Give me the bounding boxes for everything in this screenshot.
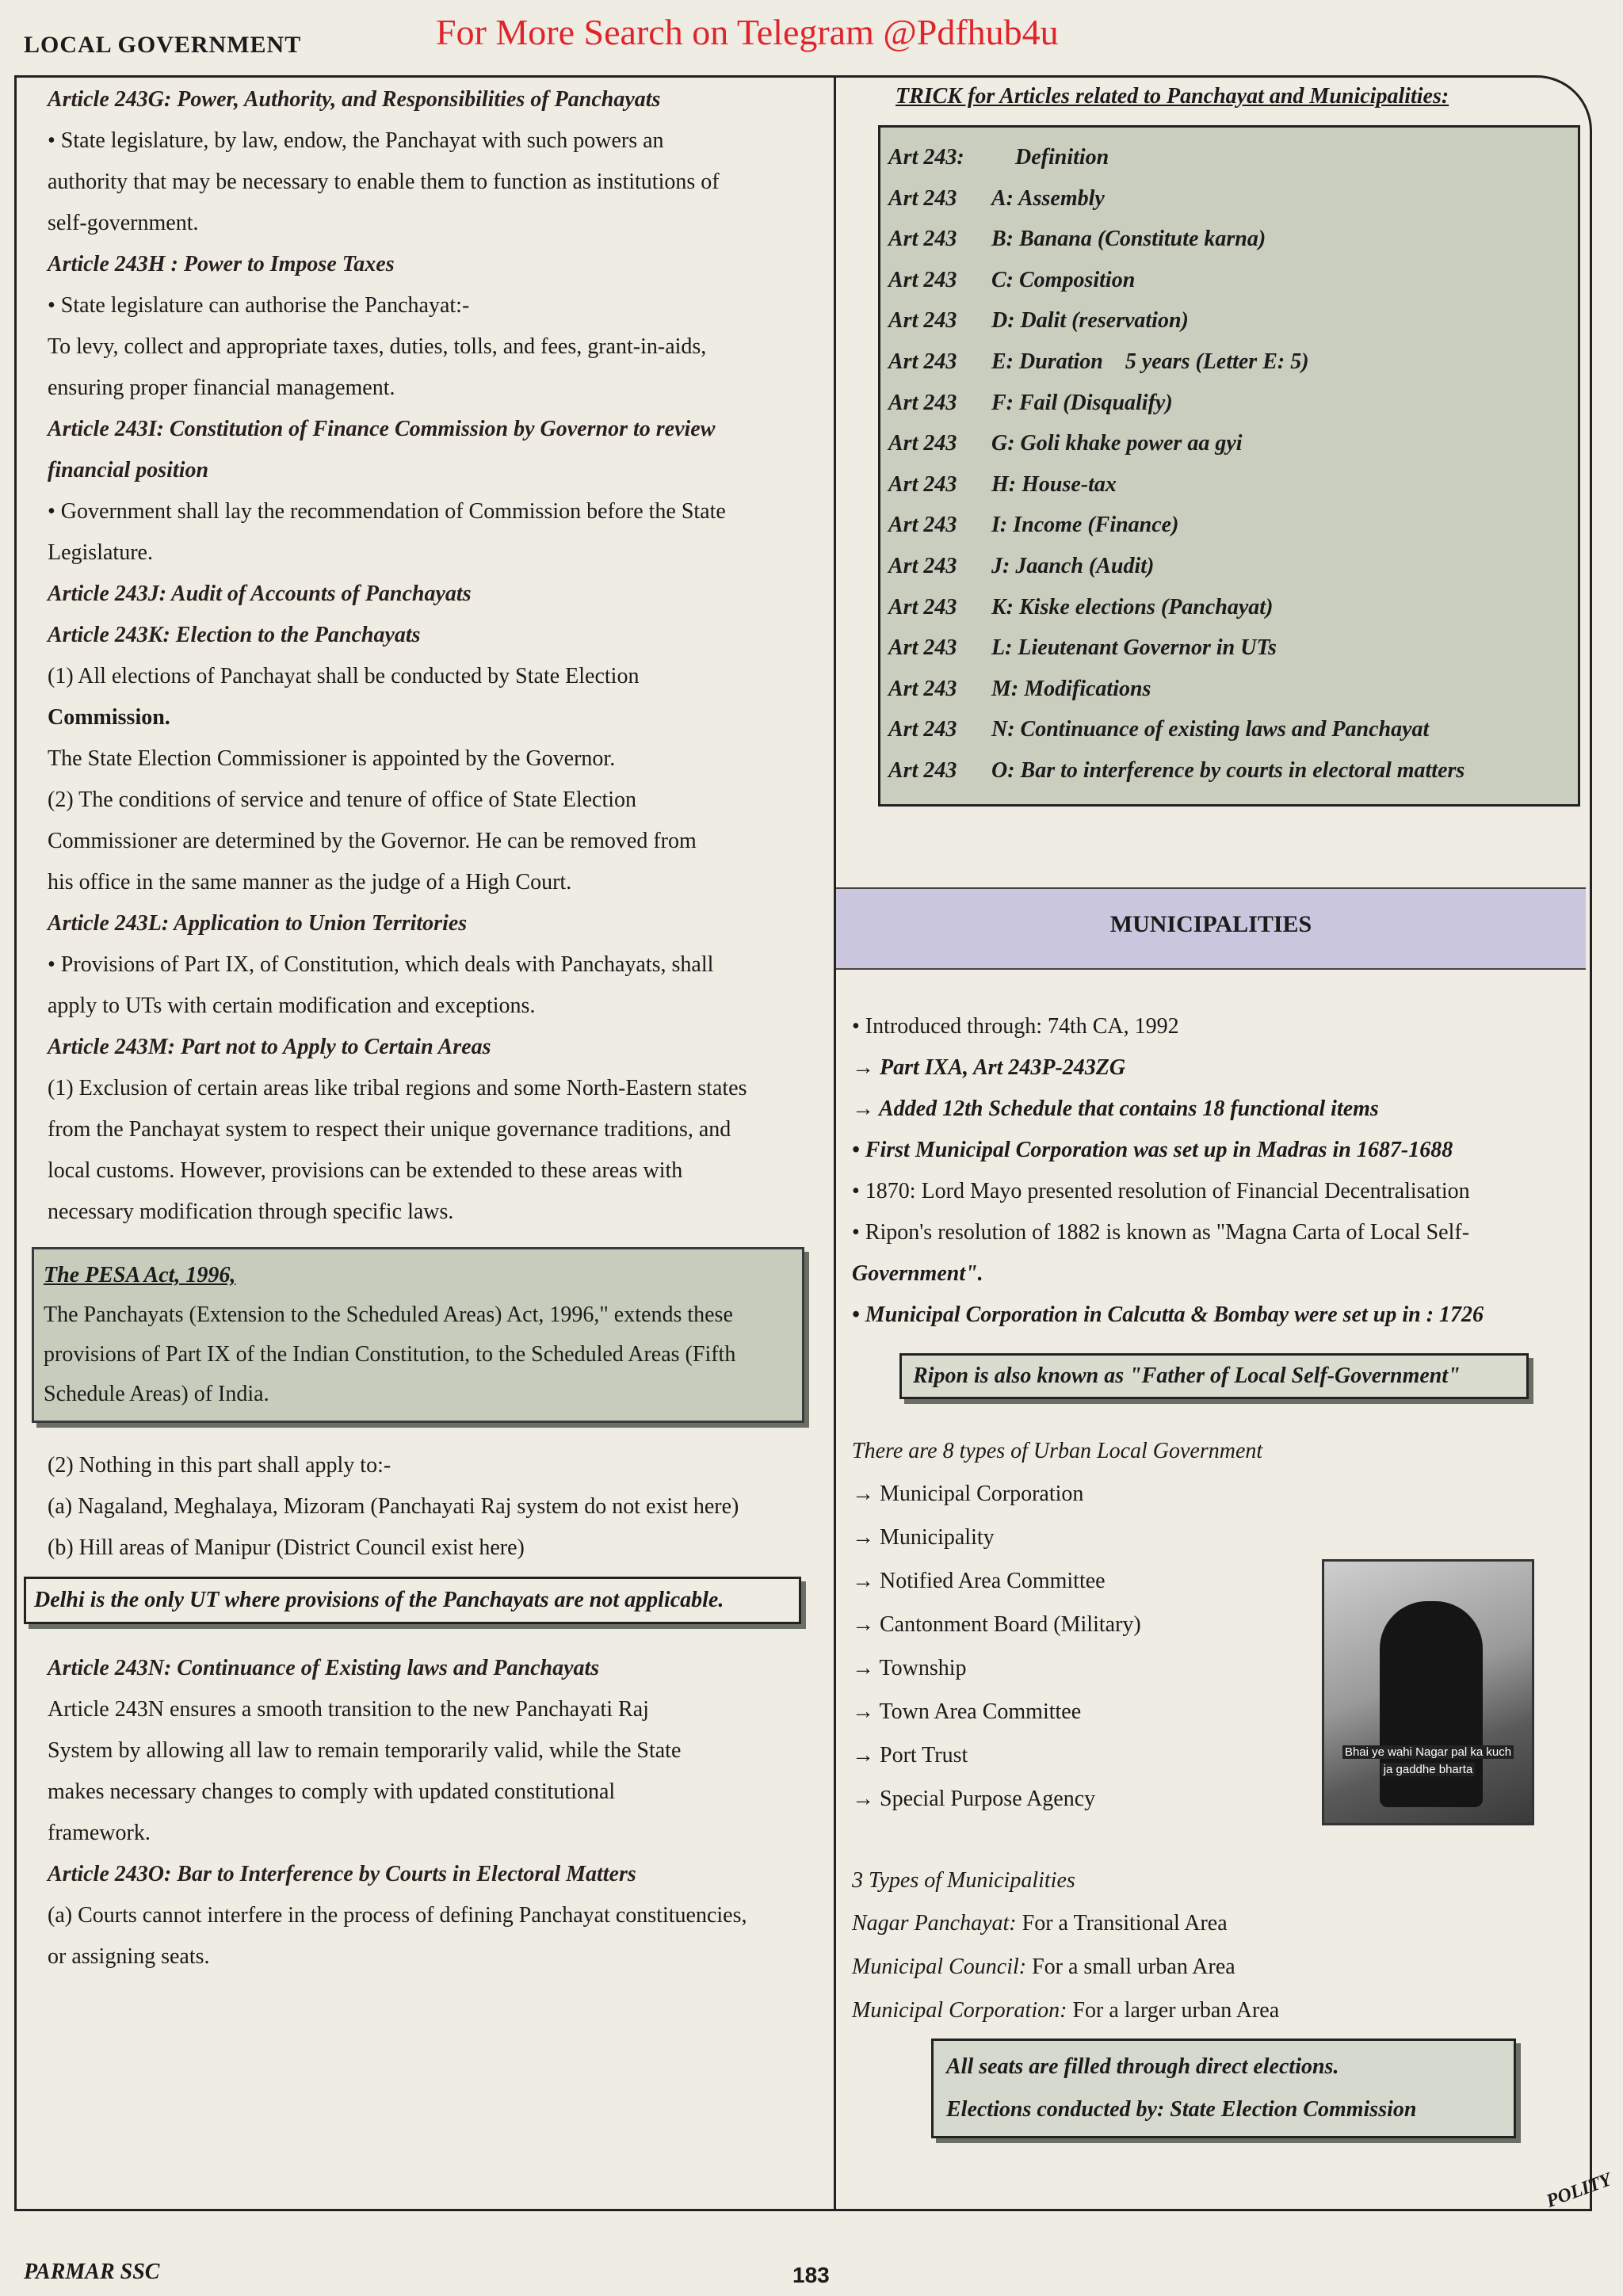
caption-line: Bhai ye wahi Nagar pal ka kuch — [1342, 1745, 1514, 1759]
text-line: (1) Exclusion of certain areas like tribal regions and some North-Eastern states — [48, 1076, 747, 1100]
trick-row — [888, 709, 1570, 750]
muni-point: • Introduced through: 74th CA, 1992 — [852, 1014, 1179, 1039]
text-line: framework. — [48, 1821, 151, 1845]
trick-art: Art 243 — [888, 431, 957, 456]
photo-caption — [1334, 1744, 1522, 1779]
type-text: For a small urban Area — [1026, 1955, 1235, 1979]
trick-art: Art 243 — [888, 594, 957, 620]
art243g-heading: Article 243G: Power, Authority, and Responsibilities of Panchayats — [48, 87, 661, 112]
trick-row — [888, 464, 1570, 505]
footer-publisher: PARMAR SSC — [24, 2260, 160, 2284]
pesa-box — [32, 1247, 804, 1423]
trick-text: O: Bar to interference by courts in electoral matters — [991, 757, 1465, 783]
column-divider — [834, 75, 836, 2209]
trick-row — [888, 383, 1570, 424]
type-label: Municipal Corporation: — [852, 1998, 1067, 2023]
text-line: The Panchayats (Extension to the Scheduled Areas) Act, 1996," extends these — [44, 1302, 733, 1327]
right-column — [848, 79, 1585, 807]
delhi-note: Delhi is the only UT where provisions of the Panchayats are not applicable. — [24, 1577, 801, 1624]
muni-point: • Ripon's resolution of 1882 is known as "Magna Carta of Local Self- — [852, 1220, 1470, 1245]
municipality-type — [852, 1901, 1581, 1945]
trick-art: Art 243 — [888, 757, 957, 783]
art243m-heading: Article 243M: Part not to Apply to Certain Areas — [48, 1035, 491, 1059]
text-line: (1) All elections of Panchayat shall be conducted by State Election — [48, 664, 640, 688]
ripon-note: Ripon is also known as "Father of Local Self-Government" — [899, 1353, 1529, 1399]
trick-text: L: Lieutenant Governor in UTs — [991, 635, 1277, 661]
text-line: System by allowing all law to remain temporarily valid, while the State — [48, 1738, 682, 1763]
urban-heading: There are 8 types of Urban Local Government — [852, 1439, 1263, 1463]
trick-row — [888, 178, 1570, 219]
trick-row — [888, 260, 1570, 301]
text-line: necessary modification through specific laws. — [48, 1199, 454, 1224]
urban-type: → Township — [852, 1656, 967, 1680]
trick-text: H: House-tax — [991, 471, 1117, 497]
municipality-type — [852, 1989, 1581, 2032]
text-line: (a) Courts cannot interfere in the process of defining Panchayat constituencies, — [48, 1903, 747, 1928]
art243h-heading: Article 243H : Power to Impose Taxes — [48, 252, 395, 277]
page-header-title: LOCAL GOVERNMENT — [24, 32, 302, 58]
text-line: Legislature. — [48, 540, 153, 565]
text-line: ensuring proper financial management. — [48, 376, 395, 400]
trick-text: I: Income (Finance) — [991, 513, 1179, 538]
text-line: from the Panchayat system to respect their unique governance traditions, and — [48, 1117, 731, 1142]
trick-text: C: Composition — [991, 267, 1136, 292]
text-line: Article 243N ensures a smooth transition to the new Panchayati Raj — [48, 1697, 649, 1722]
art243j-heading: Article 243J: Audit of Accounts of Panchayats — [48, 582, 472, 606]
trick-art: Art 243 — [888, 267, 957, 292]
footer-subject: POLITY — [1543, 2169, 1615, 2212]
urban-type: → Port Trust — [852, 1743, 968, 1768]
trick-row — [888, 627, 1570, 669]
text-line: To levy, collect and appropriate taxes, duties, tolls, and fees, grant-in-aids, — [48, 334, 707, 359]
seats-line: Elections conducted by: State Election Commission — [946, 2097, 1417, 2122]
trick-art: Art 243 — [888, 471, 957, 497]
trick-row — [888, 750, 1570, 791]
trick-title: TRICK for Articles related to Panchayat and Municipalities: — [896, 84, 1449, 109]
trick-row — [888, 423, 1570, 464]
muni-point: → Part IXA, Art 243P-243ZG — [852, 1055, 1126, 1080]
caption-line: ja gaddhe bharta — [1381, 1763, 1476, 1776]
type-label: Nagar Panchayat: — [852, 1911, 1017, 1936]
text-line: (2) The conditions of service and tenure of office of State Election — [48, 788, 637, 812]
muni-point: Government". — [852, 1261, 983, 1286]
text-line: • State legislature can authorise the Panchayat:- — [48, 293, 470, 318]
meme-photo — [1322, 1559, 1534, 1825]
trick-text: M: Modifications — [991, 676, 1151, 701]
text-line: Schedule Areas) of India. — [44, 1382, 269, 1406]
text-line: (b) Hill areas of Manipur (District Council exist here) — [48, 1535, 525, 1560]
trick-row — [888, 587, 1570, 628]
text-line: (2) Nothing in this part shall apply to:- — [48, 1453, 391, 1478]
text-line: his office in the same manner as the judge of a High Court. — [48, 870, 572, 894]
trick-row — [888, 341, 1570, 383]
text-line: apply to UTs with certain modification and exceptions. — [48, 994, 536, 1018]
trick-art: Art 243 — [888, 185, 957, 211]
trick-text: D: Dalit (reservation) — [991, 308, 1189, 334]
trick-text: G: Goli khake power aa gyi — [991, 431, 1243, 456]
left-column — [34, 79, 820, 1978]
trick-row — [888, 505, 1570, 546]
text-line: self-government. — [48, 211, 199, 235]
trick-text: N: Continuance of existing laws and Panchayat — [991, 717, 1430, 742]
text-line: The State Election Commissioner is appointed by the Governor. — [48, 746, 616, 771]
text-line: Commissioner are determined by the Governor. He can be removed from — [48, 829, 697, 853]
art243l-heading: Article 243L: Application to Union Territories — [48, 911, 468, 936]
art243i-heading-cont: financial position — [48, 458, 209, 482]
text-line: or assigning seats. — [48, 1944, 210, 1969]
trick-text: Definition — [1015, 145, 1109, 170]
urban-type: → Town Area Committee — [852, 1699, 1082, 1724]
trick-art: Art 243 — [888, 349, 957, 374]
telegram-watermark: For More Search on Telegram @Pdfhub4u — [436, 12, 1059, 52]
text-line: makes necessary changes to comply with updated constitutional — [48, 1779, 616, 1804]
type-text: For a larger urban Area — [1067, 1998, 1280, 2023]
art243o-heading: Article 243O: Bar to Interference by Courts in Electoral Matters — [48, 1862, 636, 1886]
trick-text: F: Fail (Disqualify) — [991, 390, 1173, 415]
trick-art: Art 243 — [888, 553, 957, 578]
urban-type: → Municipal Corporation — [852, 1482, 1084, 1506]
trick-text: B: Banana (Constitute karna) — [991, 227, 1266, 252]
art243i-heading: Article 243I: Constitution of Finance Commission by Governor to review — [48, 417, 716, 441]
text-line: provisions of Part IX of the Indian Constitution, to the Scheduled Areas (Fifth — [44, 1342, 736, 1367]
trick-art: Art 243: — [888, 145, 964, 170]
trick-row — [888, 137, 1570, 178]
trick-text: A: Assembly — [991, 185, 1105, 211]
municipalities-title: MUNICIPALITIES — [1109, 911, 1312, 937]
text-line: authority that may be necessary to enable them to function as institutions of — [48, 170, 720, 194]
urban-type: → Cantonment Board (Military) — [852, 1612, 1141, 1637]
urban-type: → Notified Area Committee — [852, 1569, 1106, 1593]
type-text: For a Transitional Area — [1016, 1911, 1228, 1936]
trick-row — [888, 546, 1570, 587]
trick-art: Art 243 — [888, 717, 957, 742]
muni-point: • 1870: Lord Mayo presented resolution of Financial Decentralisation — [852, 1179, 1470, 1203]
trick-row — [888, 669, 1570, 710]
trick-art: Art 243 — [888, 513, 957, 538]
text-line: • State legislature, by law, endow, the Panchayat with such powers an — [48, 128, 664, 153]
text-line: • Provisions of Part IX, of Constitution, which deals with Panchayats, shall — [48, 952, 714, 977]
text-line: Commission. — [48, 705, 170, 730]
text-line: local customs. However, provisions can be extended to these areas with — [48, 1158, 683, 1183]
trick-row — [888, 300, 1570, 341]
pesa-title: The PESA Act, 1996, — [44, 1263, 236, 1287]
art243k-heading: Article 243K: Election to the Panchayats — [48, 623, 421, 647]
art243n-heading: Article 243N: Continuance of Existing laws and Panchayats — [48, 1656, 600, 1680]
muni-point: → Added 12th Schedule that contains 18 functional items — [852, 1097, 1379, 1121]
trick-row — [888, 219, 1570, 260]
trick-art: Art 243 — [888, 676, 957, 701]
trick-box — [878, 125, 1580, 807]
municipality-type — [852, 1945, 1581, 1989]
seats-line: All seats are filled through direct elections. — [946, 2054, 1339, 2079]
trick-art: Art 243 — [888, 308, 957, 334]
seats-note — [931, 2039, 1516, 2138]
types-heading: 3 Types of Municipalities — [852, 1868, 1075, 1893]
muni-point: • First Municipal Corporation was set up in Madras in 1687-1688 — [852, 1138, 1453, 1162]
trick-art: Art 243 — [888, 390, 957, 415]
trick-text: J: Jaanch (Audit) — [991, 553, 1155, 578]
trick-art: Art 243 — [888, 227, 957, 252]
trick-text: E: Duration 5 years (Letter E: 5) — [991, 349, 1309, 374]
type-label: Municipal Council: — [852, 1955, 1027, 1979]
trick-art: Art 243 — [888, 635, 957, 661]
text-line: (a) Nagaland, Meghalaya, Mizoram (Panchayati Raj system do not exist here) — [48, 1494, 739, 1519]
text-line: • Government shall lay the recommendation of Commission before the State — [48, 499, 726, 524]
page-number: 183 — [792, 2263, 830, 2287]
trick-text: K: Kiske elections (Panchayat) — [991, 594, 1274, 620]
muni-point: • Municipal Corporation in Calcutta & Bombay were set up in : 1726 — [852, 1302, 1484, 1327]
urban-type: → Municipality — [852, 1525, 995, 1550]
urban-type: → Special Purpose Agency — [852, 1787, 1096, 1811]
